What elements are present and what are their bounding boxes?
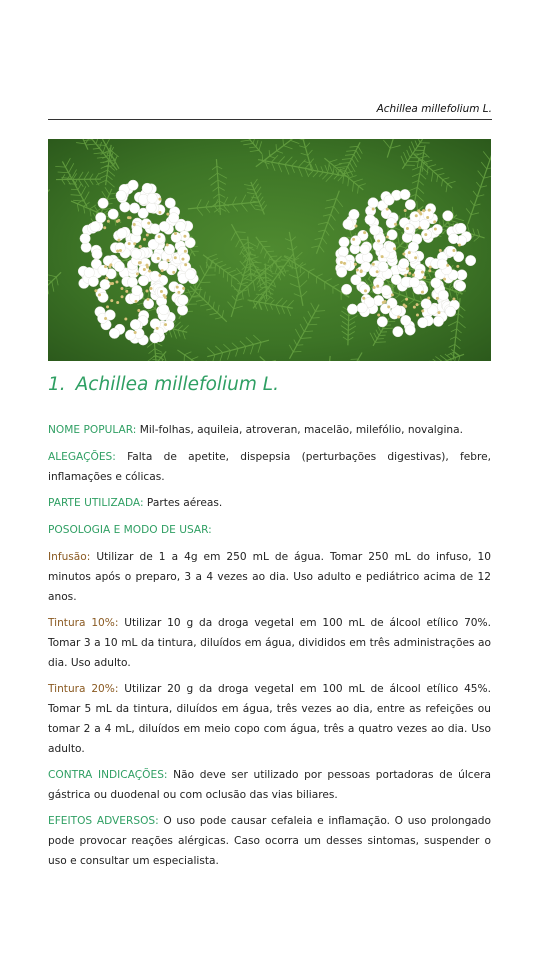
monograph-content [48,420,491,877]
field-text: O uso pode causar cefaleia e inflamação. O uso prolongado pode provocar reações alérgicas. Caso ocorra um desses sintomas, suspender o uso e consultar um especialista. [48,815,491,867]
field-text: Utilizar 20 g da droga vegetal em 100 mL de álcool etílico 45%. Tomar 5 mL da tintura, diluídos em água, três vezes ao dia, entre as refeições ou tomar 2 a 4 mL, diluídos em meio copo com água, três a quatro vezes ao dia. Uso adulto. [48,683,491,755]
field-text: Utilizar 10 g da droga vegetal em 100 mL de álcool etílico 70%. Tomar 3 a 10 mL da tintura, diluídos em água, divididos em três administrações ao dia. Uso adulto. [48,617,491,669]
field-label: ALEGAÇÕES: [48,451,116,463]
running-header: Achillea millefolium L. [376,103,492,115]
field-text: Mil-folhas, aquileia, atroveran, macelão, milefólio, novalgina. [136,424,463,436]
yarrow-photo [48,139,491,361]
field-contra-indicacoes [48,765,491,805]
field-text: Partes aéreas. [143,497,223,509]
field-parte-utilizada [48,493,491,513]
field-text: Falta de apetite, dispepsia (perturbações digestivas), febre, inflamações e cólicas. [48,451,491,483]
field-posologia [48,520,491,540]
field-label: Tintura 10%: [48,617,119,629]
field-tintura-20 [48,679,491,759]
field-label: PARTE UTILIZADA: [48,497,144,509]
section-title-text: Achillea millefolium L. [75,374,279,395]
field-tintura-10 [48,613,491,673]
field-alegacoes [48,447,491,487]
field-nome-popular [48,420,491,440]
section-title [48,374,279,395]
header-rule [48,119,492,120]
field-infusao [48,547,491,607]
field-text: Não deve ser utilizado por pessoas portadoras de úlcera gástrica ou duodenal ou com oclusão das vias biliares. [48,769,491,801]
field-efeitos-adversos [48,811,491,871]
field-label: Infusão: [48,551,91,563]
field-label: EFEITOS ADVERSOS: [48,815,159,827]
field-label: Tintura 20%: [48,683,119,695]
field-text: Utilizar de 1 a 4g em 250 mL de água. Tomar 250 mL do infuso, 10 minutos após o preparo, 3 a 4 vezes ao dia. Uso adulto e pediátrico acima de 12 anos. [48,551,491,603]
field-label: CONTRA INDICAÇÕES: [48,769,168,781]
section-number: 1. [48,374,66,395]
field-label: POSOLOGIA E MODO DE USAR: [48,524,212,536]
field-label: NOME POPULAR: [48,424,137,436]
